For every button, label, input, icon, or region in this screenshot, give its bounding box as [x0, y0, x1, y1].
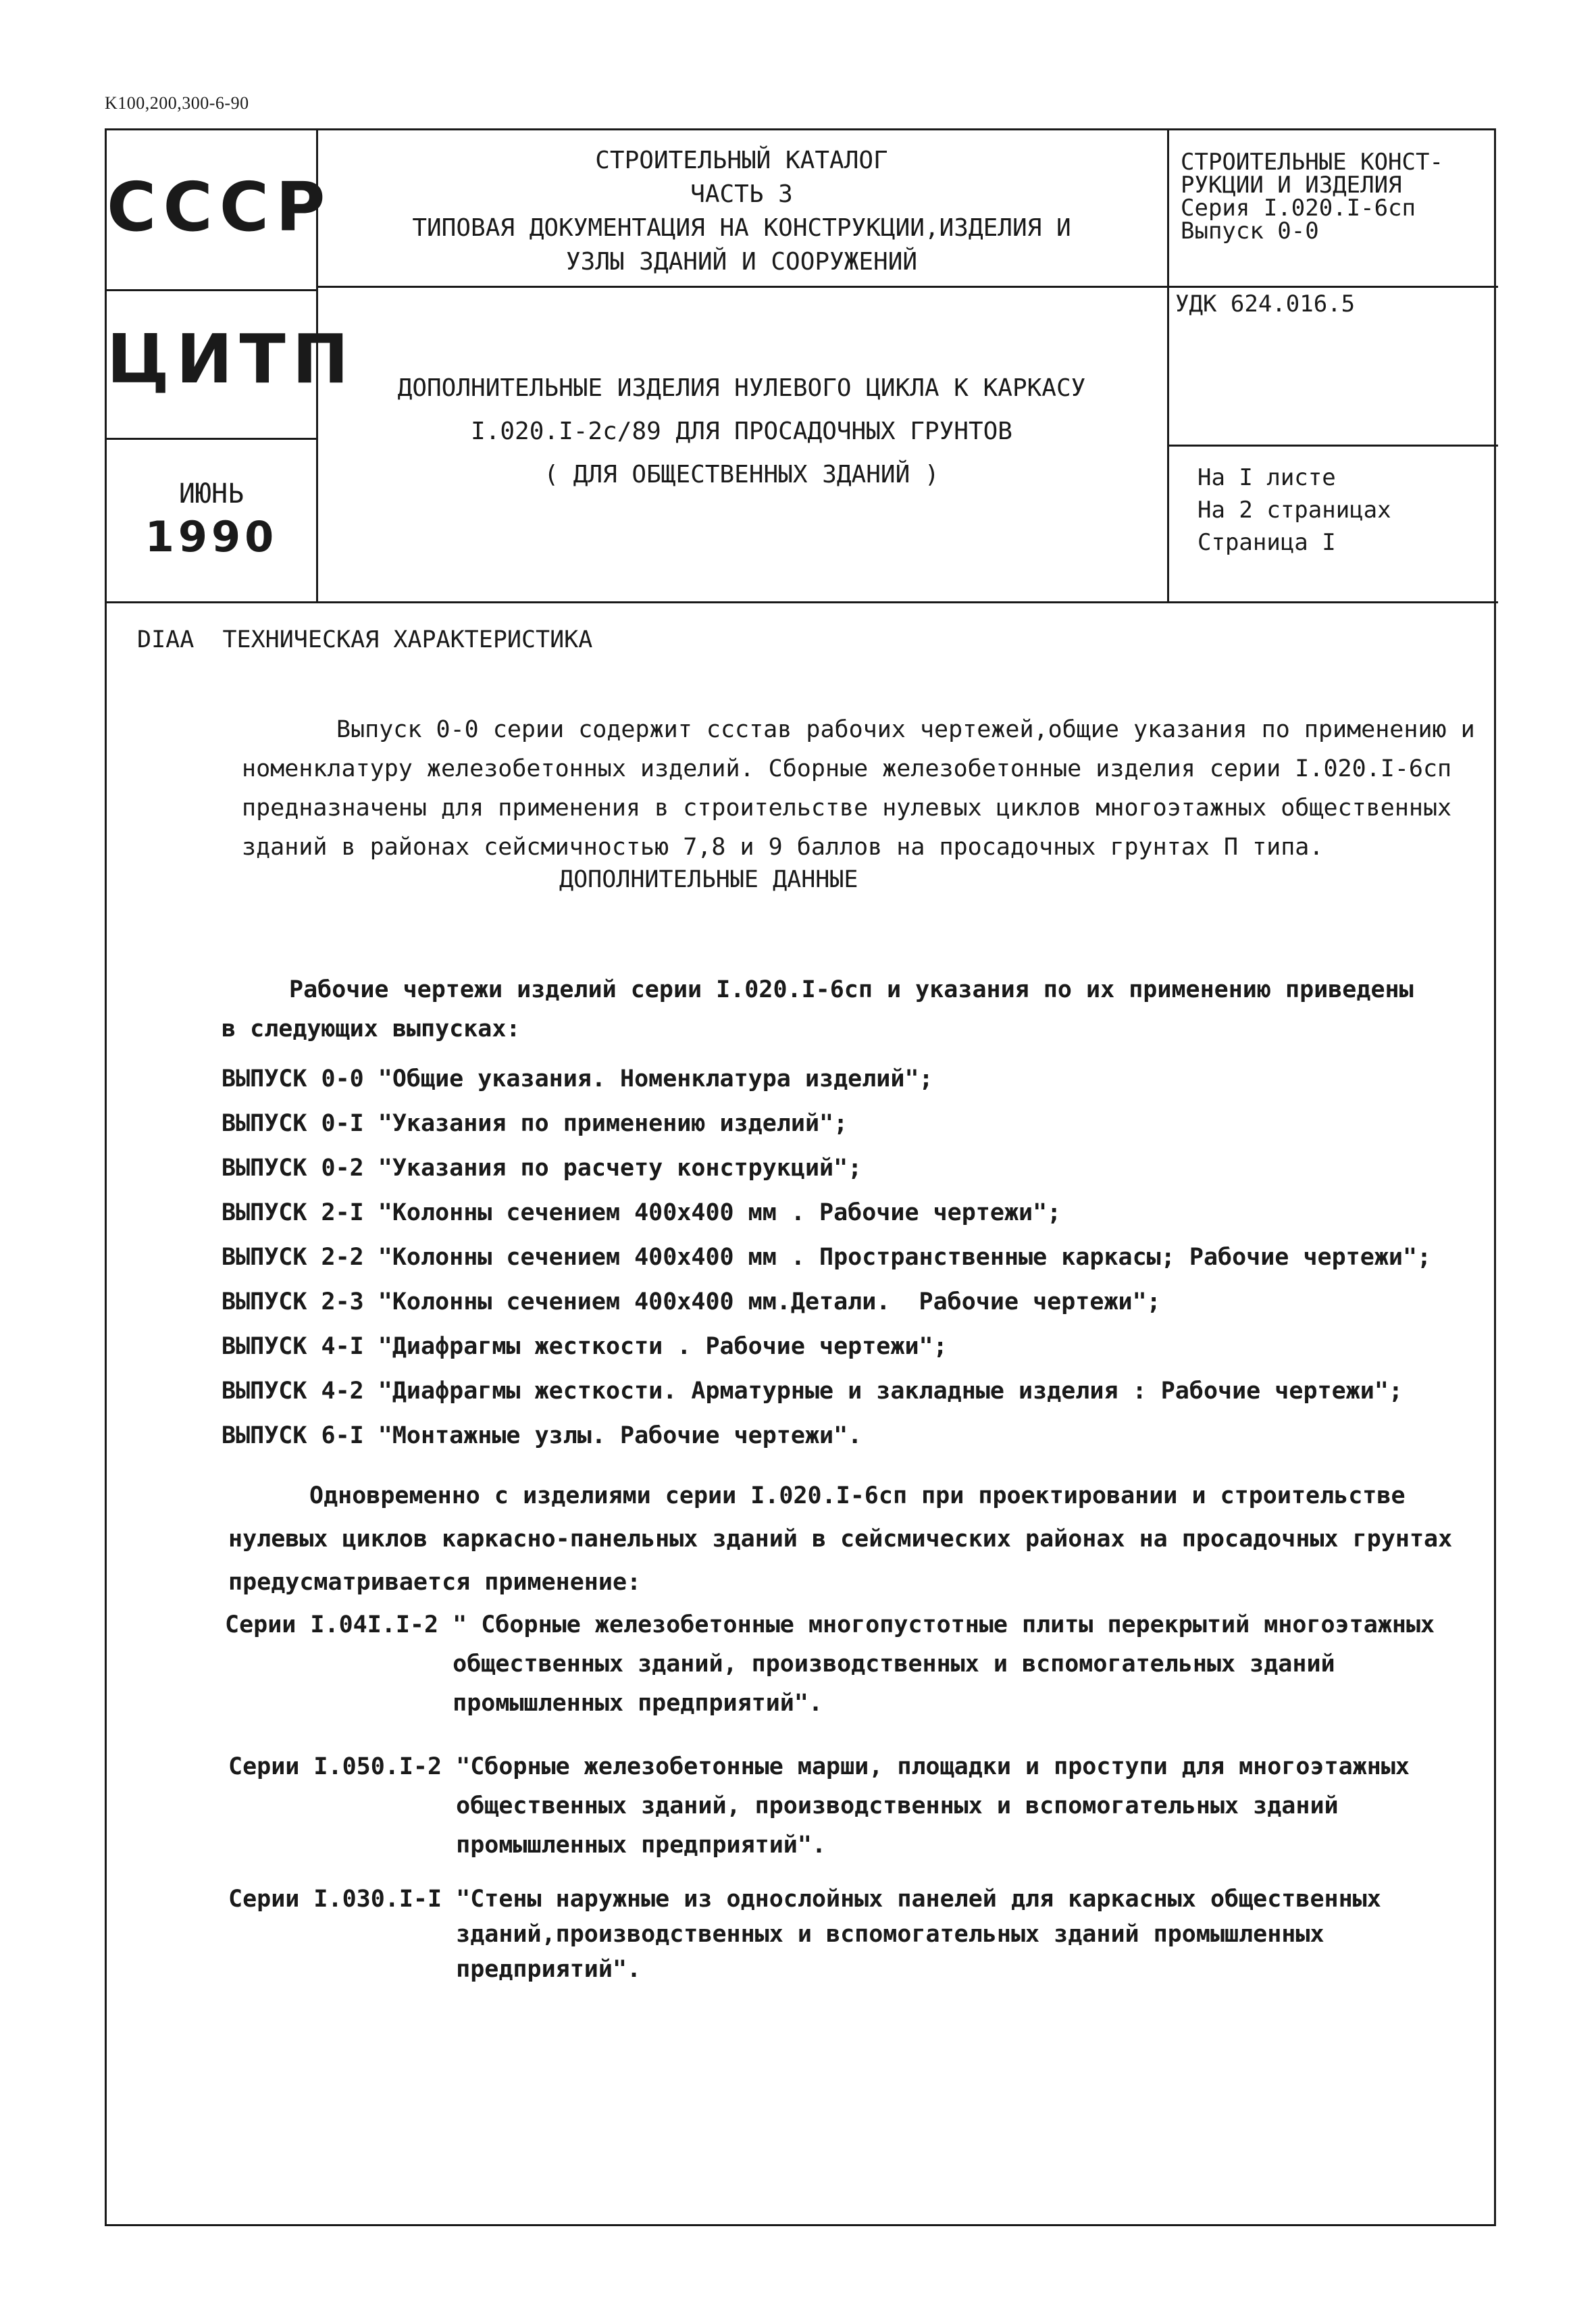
series-ref-line: зданий,производственных и вспомогательных зданий промышленных: [228, 1921, 1324, 1948]
header-divider: [1167, 130, 1169, 603]
series-ref-line: общественных зданий, производственных и вспомогательных зданий: [225, 1651, 1335, 1678]
series-ref-line: предприятий".: [228, 1956, 642, 1983]
intro-line: предназначены для применения в строительстве нулевых циклов многоэтажных общественных: [242, 795, 1452, 822]
document-code: K100,200,300-6-90: [105, 93, 249, 113]
header-block: [107, 130, 1494, 603]
series-line: Выпуск 0-0: [1181, 218, 1319, 245]
section-code: DIAA: [137, 626, 195, 653]
series-ref-line: Серии I.030.I-I "Стены наружные из однослойных панелей для каркасных общественных: [228, 1886, 1381, 1913]
section-heading: [137, 620, 592, 659]
simultaneous-line: Одновременно с изделиями серии I.020.I-6сп при проектировании и строительстве: [309, 1482, 1406, 1509]
additional-line: в следующих выпусках:: [222, 1015, 521, 1042]
header-divider: [1167, 445, 1498, 447]
catalog-title: [323, 144, 1160, 279]
issue-item: ВЫПУСК 0-0 "Общие указания. Номенклатура изделий";: [222, 1065, 933, 1092]
sheet-line: Страница I: [1198, 529, 1336, 556]
ussr-logo: СССР: [107, 168, 332, 247]
catalog-line: ЧАСТЬ 3: [690, 180, 793, 208]
additional-heading: ДОПОЛНИТЕЛЬНЫЕ ДАННЫЕ: [559, 866, 858, 893]
series-ref-line: Серии I.050.I-2 "Сборные железобетонные марши, площадки и проступи для многоэтажных: [228, 1753, 1410, 1780]
udk-code: УДК 624.016.5: [1175, 291, 1356, 318]
header-divider: [107, 289, 316, 291]
series-info: [1181, 151, 1443, 243]
citp-logo: ЦИТП: [107, 320, 356, 399]
issue-month: ИЮНЬ: [178, 478, 244, 509]
header-divider: [107, 438, 316, 440]
title-line: ДОПОЛНИТЕЛЬНЫЕ ИЗДЕЛИЯ НУЛЕВОГО ЦИКЛА К КАРКАСУ: [397, 374, 1086, 402]
issue-item: ВЫПУСК 4-I "Диафрагмы жесткости . Рабочие чертежи";: [222, 1333, 948, 1360]
catalog-line: ТИПОВАЯ ДОКУМЕНТАЦИЯ НА КОНСТРУКЦИИ,ИЗДЕЛИЯ И: [412, 214, 1071, 242]
series-ref-line: Серии I.04I.I-2 " Сборные железобетонные многопустотные плиты перекрытий многоэтажных: [225, 1611, 1435, 1638]
catalog-line: УЗЛЫ ЗДАНИЙ И СООРУЖЕНИЙ: [565, 248, 918, 276]
sheet-line: На 2 страницах: [1198, 497, 1391, 524]
simultaneous-line: нулевых циклов каркасно-панельных зданий в сейсмических районах на просадочных грунтах: [228, 1526, 1453, 1553]
title-line: ( ДЛЯ ОБЩЕСТВЕННЫХ ЗДАНИЙ ): [544, 461, 939, 488]
issue-item: ВЫПУСК 6-I "Монтажные узлы. Рабочие чертежи".: [222, 1422, 863, 1449]
issue-item: ВЫПУСК 4-2 "Диафрагмы жесткости. Арматурные и закладные изделия : Рабочие чертежи";: [222, 1378, 1403, 1405]
issue-item: ВЫПУСК 2-I "Колонны сечением 400х400 мм . Рабочие чертежи";: [222, 1199, 1062, 1226]
additional-line: Рабочие чертежи изделий серии I.020.I-6сп и указания по их применению приведены: [289, 976, 1414, 1003]
issue-year: 1990: [145, 512, 278, 561]
issue-item: ВЫПУСК 0-2 "Указания по расчету конструкций";: [222, 1155, 863, 1182]
sheet-line: На I листе: [1198, 464, 1336, 491]
section-title: ТЕХНИЧЕСКАЯ ХАРАКТЕРИСТИКА: [222, 626, 593, 653]
intro-paragraph: [242, 671, 1475, 945]
simultaneous-line: предусматривается применение:: [228, 1569, 642, 1596]
header-divider: [316, 286, 1498, 288]
issue-item: ВЫПУСК 2-3 "Колонны сечением 400х400 мм.Детали. Рабочие чертежи";: [222, 1288, 1161, 1315]
series-line: СТРОИТЕЛЬНЫЕ КОНСТ-: [1181, 149, 1443, 176]
title-line: I.020.I-2с/89 ДЛЯ ПРОСАДОЧНЫХ ГРУНТОВ: [471, 418, 1012, 445]
intro-line: номенклатуру железобетонных изделий. Сборные железобетонные изделия серии I.020.I-6сп: [242, 755, 1452, 782]
series-reference: [228, 1846, 1381, 2057]
intro-line: зданий в районах сейсмичностью 7,8 и 9 баллов на просадочных грунтах П типа.: [242, 834, 1324, 861]
issue-item: ВЫПУСК 2-2 "Колонны сечением 400х400 мм . Пространственные каркасы; Рабочие чертежи";: [222, 1244, 1432, 1271]
series-line: РУКЦИИ И ИЗДЕЛИЯ: [1181, 172, 1402, 199]
issue-item: ВЫПУСК 0-I "Указания по применению изделий";: [222, 1110, 848, 1137]
series-ref-line: общественных зданий, производственных и вспомогательных зданий: [228, 1792, 1339, 1819]
header-divider: [107, 601, 1498, 603]
series-ref-line: промышленных предприятий".: [225, 1690, 823, 1717]
sheet-info: [1198, 461, 1391, 559]
catalog-line: СТРОИТЕЛЬНЫЙ КАТАЛОГ: [595, 147, 888, 174]
series-ref-line: промышленных предприятий".: [228, 1832, 827, 1859]
document-title: [323, 367, 1160, 497]
intro-line: Выпуск 0-0 серии содержит ссстав рабочих чертежей,общие указания по применению и: [336, 716, 1475, 743]
document-frame: [105, 128, 1496, 2226]
series-line: Серия I.020.I-6сп: [1181, 195, 1416, 222]
